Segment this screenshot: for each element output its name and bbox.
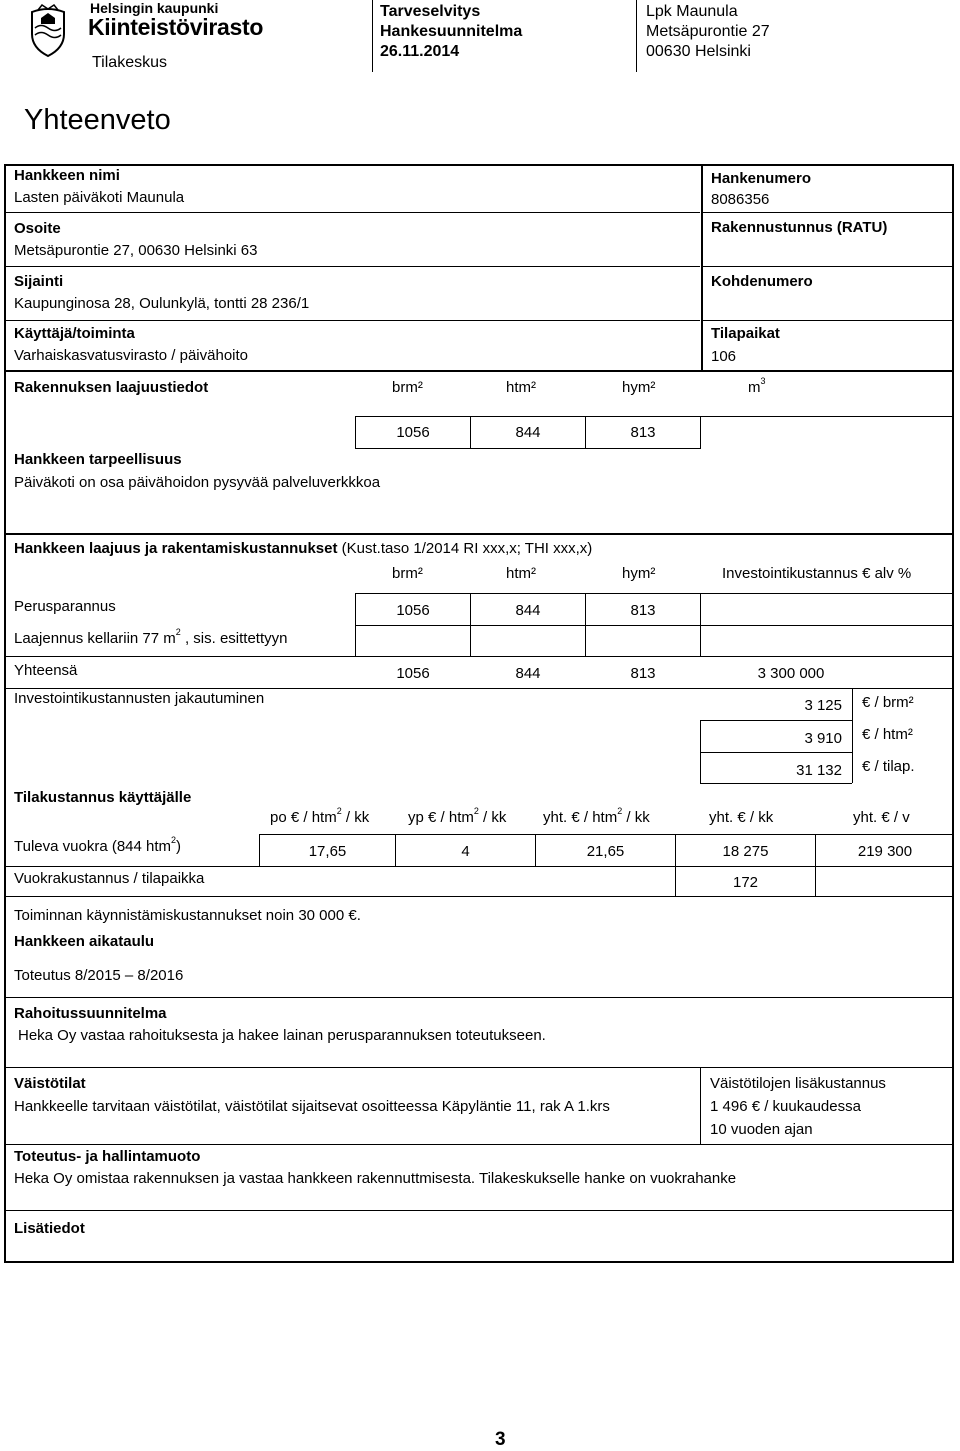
location-value: Kaupunginosa 28, Oulunkylä, tontti 28 236/1 — [14, 295, 310, 312]
cost-per-place: 31 132 — [796, 762, 842, 779]
need-value: Päiväkoti on osa päivähoidon pysyvää palveluverkkkoa — [14, 474, 381, 491]
location-label: Sijainti — [14, 273, 64, 290]
total-htm: 844 — [515, 665, 541, 682]
project-name-value: Lasten päiväkoti Maunula — [14, 189, 185, 206]
costs-col-brm: brm² — [392, 565, 423, 582]
costs-col-hym: hym² — [622, 565, 656, 582]
financing-value: Heka Oy vastaa rahoituksesta ja hakee lainan perusparannuksen toteutukseen. — [18, 1027, 546, 1044]
cost-split-label: Investointikustannusten jakautuminen — [14, 690, 265, 707]
rent-col-yht-kk: yht. € / kk — [709, 809, 774, 826]
size-col-brm: brm² — [392, 379, 423, 396]
cost-per-brm-unit: € / brm² — [862, 694, 914, 711]
size-htm-value: 844 — [515, 424, 541, 441]
schedule-value: Toteutus 8/2015 – 8/2016 — [14, 967, 184, 984]
target-number-label: Kohdenumero — [711, 273, 813, 290]
financing-label: Rahoitussuunnitelma — [14, 1005, 167, 1022]
cost-per-htm-unit: € / htm² — [862, 726, 913, 743]
rent-col-yp: yp € / htm$^2$ / kk — [408, 806, 507, 826]
renovation-label: Perusparannus — [14, 598, 116, 615]
total-label: Yhteensä — [14, 662, 78, 679]
implementation-value: Heka Oy omistaa rakennuksen ja vastaa hankkeen rakennuttmisesta. Tilakeskukselle hanke on vuokrahanke — [14, 1170, 737, 1187]
costs-label: Hankkeen laajuus ja rakentamiskustannukset (Kust.taso 1/2014 RI xxx,x; THI xxx,x) — [14, 540, 593, 557]
size-col-hym: hym² — [622, 379, 656, 396]
places-label: Tilapaikat — [711, 325, 780, 342]
address-label: Osoite — [14, 220, 61, 237]
logo-unit-name: Tilakeskus — [92, 54, 167, 71]
user-label: Käyttäjä/toiminta — [14, 325, 135, 342]
future-rent-yht-v: 219 300 — [857, 843, 913, 860]
future-rent-po: 17,65 — [308, 843, 347, 860]
future-rent-label: Tuleva vuokra (844 htm$^2$) — [14, 835, 182, 855]
cost-per-htm: 3 910 — [804, 730, 842, 747]
temp-extra-cost-duration: 10 vuoden ajan — [710, 1121, 813, 1138]
helsinki-crest-icon — [26, 4, 70, 58]
renovation-brm: 1056 — [396, 602, 430, 619]
temp-extra-cost-monthly: 1 496 € / kuukaudessa — [710, 1098, 861, 1115]
doc-type: Tarveselvitys — [380, 3, 481, 20]
cost-per-brm: 3 125 — [804, 697, 842, 714]
ratu-label: Rakennustunnus (RATU) — [711, 219, 888, 236]
size-col-htm: htm² — [506, 379, 536, 396]
address-value: Metsäpurontie 27, 00630 Helsinki 63 — [14, 242, 258, 259]
logo-office-name: Kiinteistövirasto — [88, 14, 264, 40]
project-number-label: Hankenumero — [711, 170, 812, 187]
more-info-label: Lisätiedot — [14, 1220, 85, 1237]
costs-col-investment: Investointikustannus € alv % — [722, 565, 912, 582]
cost-per-place-unit: € / tilap. — [862, 758, 915, 775]
rent-col-yht-htm: yht. € / htm$^2$ / kk — [543, 806, 650, 826]
schedule-label: Hankkeen aikataulu — [14, 933, 155, 950]
costs-col-htm: htm² — [506, 565, 536, 582]
extension-label: Laajennus kellariin 77 $m^2$ , sis. esittettyyn — [14, 627, 288, 647]
page-title: Yhteenveto — [24, 104, 171, 136]
future-rent-yht-htm: 21,65 — [586, 843, 625, 860]
temp-premises-label: Väistötilat — [14, 1075, 86, 1092]
need-label: Hankkeen tarpeellisuus — [14, 451, 182, 468]
project-name-label: Hankkeen nimi — [14, 167, 120, 184]
page-number: 3 — [495, 1429, 506, 1450]
header-address-city: 00630 Helsinki — [646, 43, 751, 60]
total-brm: 1056 — [396, 665, 430, 682]
rent-per-place-label: Vuokrakustannus / tilapaikka — [14, 870, 205, 887]
size-col-m3: $m^3$ — [748, 376, 766, 396]
header-address-street: Metsäpurontie 27 — [646, 23, 770, 40]
total-hym: 813 — [630, 665, 656, 682]
size-hym-value: 813 — [630, 424, 656, 441]
logo-city-name: Helsingin kaupunki — [90, 0, 219, 16]
size-brm-value: 1056 — [396, 424, 430, 441]
size-label: Rakennuksen laajuustiedot — [14, 379, 209, 396]
future-rent-yht-kk: 18 275 — [722, 843, 769, 860]
temp-extra-cost-label: Väistötilojen lisäkustannus — [710, 1075, 886, 1092]
renovation-hym: 813 — [630, 602, 656, 619]
implementation-label: Toteutus- ja hallintamuoto — [14, 1148, 201, 1165]
rent-per-place-value: 172 — [732, 874, 759, 891]
doc-date: 26.11.2014 — [380, 43, 460, 60]
user-cost-label: Tilakustannus käyttäjälle — [14, 789, 192, 806]
project-number-value: 8086356 — [711, 191, 770, 208]
rent-col-po: po € / htm$^2$ / kk — [270, 806, 370, 826]
rent-col-yht-v: yht. € / v — [853, 809, 910, 826]
startup-costs: Toiminnan käynnistämiskustannukset noin 30 000 €. — [14, 907, 361, 924]
doc-subtype: Hankesuunnitelma — [380, 23, 523, 40]
header-address-name: Lpk Maunula — [646, 3, 738, 20]
places-value: 106 — [711, 348, 737, 365]
total-investment: 3 300 000 — [757, 665, 825, 682]
renovation-htm: 844 — [515, 602, 541, 619]
future-rent-yp: 4 — [461, 843, 470, 860]
user-value: Varhaiskasvatusvirasto / päivähoito — [14, 347, 249, 364]
temp-premises-value: Hankkeelle tarvitaan väistötilat, väistötilat sijaitsevat osoitteessa Käpyläntie 11, rak A 1.krs — [14, 1098, 610, 1115]
